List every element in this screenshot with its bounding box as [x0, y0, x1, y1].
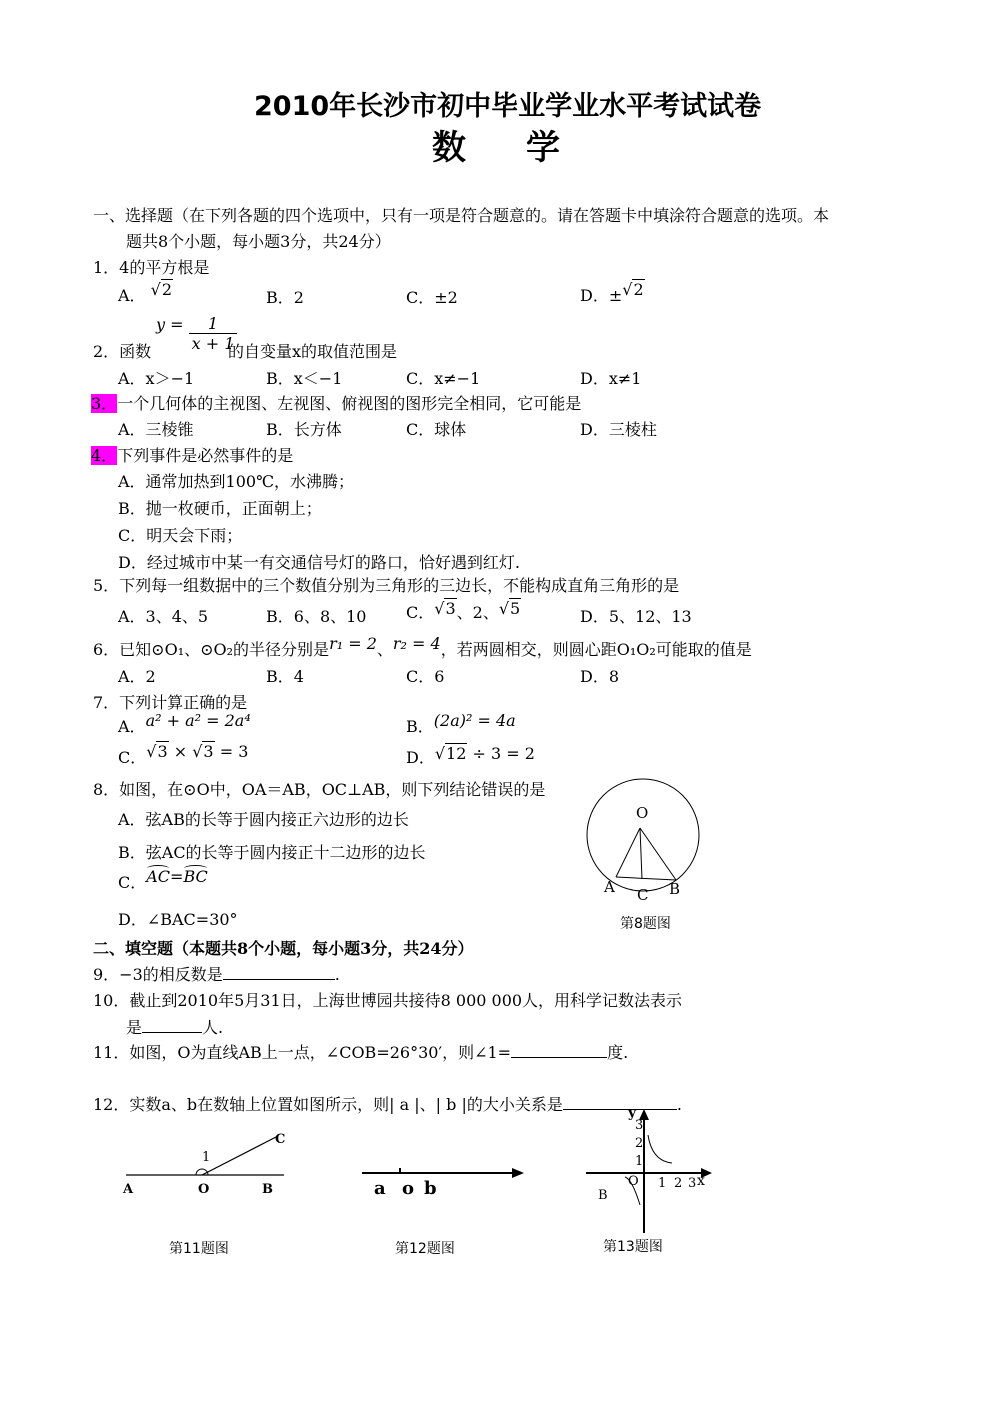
q7-b-expr: (2a)² = 4a	[433, 711, 516, 730]
fig13-label-b: B	[598, 1188, 608, 1203]
q5-stem: 5．下列每一组数据中的三个数值分别为三角形的三边长，不能构成直角三角形的是	[93, 576, 680, 595]
fig13-tick-x1: 1	[658, 1176, 667, 1191]
q4-number-highlight: 4．	[91, 446, 118, 465]
q10-post: 人.	[202, 1018, 224, 1037]
fig13-tick-y1: 1	[635, 1154, 644, 1169]
q9-stem	[93, 962, 340, 985]
fig11-label-a: A	[123, 1182, 134, 1197]
q1-a-radicand: 2	[161, 280, 173, 299]
q7-d-label: D．	[406, 748, 435, 767]
q1-option-b: B．2	[266, 288, 304, 307]
q6-r2: r₂ = 4	[392, 634, 441, 653]
q8-c-arc-1: AC	[146, 867, 171, 886]
q1-option-d: D．±√2	[580, 280, 644, 305]
q3-option-d: D．三棱柱	[580, 420, 657, 439]
q8-c-arc-2: BC	[183, 867, 208, 886]
q10-line2	[126, 1015, 223, 1038]
q6-stem-pre: 6．已知⊙O₁、⊙O₂的半径分别是	[93, 640, 330, 659]
fig8-line-oc	[640, 828, 642, 879]
q8-c-eq: =	[170, 867, 184, 886]
q5-c-radicand-1: 3	[445, 599, 456, 618]
q6-r1: r₁ = 2	[329, 634, 377, 653]
q1-d-label: D．±	[580, 286, 623, 305]
q7-option-d: D．√12 ÷ 3 = 2	[406, 744, 535, 767]
q6-option-b: B．4	[266, 667, 304, 686]
fig11-angle-arc	[196, 1169, 208, 1175]
fig11-label-b: B	[262, 1182, 273, 1197]
q7-c-tail: = 3	[219, 742, 249, 761]
fig8-circle	[587, 779, 699, 891]
q10-pre: 是	[126, 1018, 143, 1037]
q10-line1: 10．截止到2010年5月31日，上海世博园共接待8 000 000人，用科学记数法表示	[93, 991, 683, 1010]
fig8-caption: 第8题图	[620, 916, 671, 932]
fig13-tick-y3: 3	[635, 1118, 644, 1133]
q10-answer-blank[interactable]	[142, 1018, 202, 1033]
q11-stem	[93, 1040, 628, 1063]
q2-stem-post: 的自变量x的取值范围是	[228, 342, 398, 361]
q4-option-a: A．通常加热到100℃，水沸腾；	[118, 472, 354, 491]
q7-c-radicand-2: 3	[203, 742, 214, 761]
fig8-label-c: C	[637, 886, 649, 904]
q4-stem	[91, 443, 293, 466]
section2-heading: 二、填空题（本题共8个小题，每小题3分，共24分）	[93, 939, 474, 958]
q7-d-tail: ÷ 3 = 2	[472, 744, 535, 763]
q7-c-label: C．	[118, 748, 147, 767]
q5-c-mid: 、2、	[456, 603, 499, 622]
figure-11	[118, 1125, 298, 1205]
fig12-label-b: b	[424, 1178, 437, 1199]
q7-b-label: B．	[406, 717, 434, 736]
q3-number-highlight: 3．	[91, 394, 118, 413]
q8-stem: 8．如图，在⊙O中，OA＝AB，OC⊥AB，则下列结论错误的是	[93, 780, 546, 799]
q7-option-c: C．√3 × √3 = 3	[118, 742, 249, 767]
page-title: 2010年长沙市初中毕业学业水平考试试卷	[254, 91, 762, 122]
q5-c-label: C．	[406, 603, 435, 622]
fig13-label-o: O	[628, 1174, 639, 1189]
q7-option-b	[406, 711, 516, 737]
q11-answer-blank[interactable]	[511, 1043, 607, 1058]
fig11-caption: 第11题图	[169, 1241, 229, 1257]
q9-stem-text: 9．−3的相反数是	[93, 965, 223, 984]
q4-option-c: C．明天会下雨；	[118, 526, 243, 545]
q3-stem	[91, 391, 581, 414]
q7-c-mid: ×	[173, 742, 188, 761]
q5-option-b: B．6、8、10	[266, 607, 367, 626]
fig11-label-c: C	[275, 1132, 286, 1147]
q4-stem-text: 下列事件是必然事件的是	[117, 446, 294, 465]
fig13-curve-q1	[648, 1135, 672, 1163]
q7-a-expr: a² + a² = 2a⁴	[145, 711, 251, 730]
q2-stem-pre: 2．函数	[93, 342, 152, 361]
q7-d-radicand: 12	[446, 744, 467, 763]
q2-option-b: B．x＜−1	[266, 369, 343, 388]
q4-option-b: B．抛一枚硬币，正面朝上；	[118, 499, 322, 518]
q6-option-a: A．2	[118, 667, 156, 686]
fig13-tick-x3: 3	[688, 1176, 697, 1191]
fig8-label-b: B	[669, 880, 681, 898]
q8-option-b: B．弦AC的长等于圆内接正十二边形的边长	[118, 843, 426, 862]
fig11-label-1: 1	[202, 1150, 211, 1165]
q11-stem-pre: 11．如图，O为直线AB上一点，∠COB=26°30′，则∠1=	[93, 1043, 512, 1062]
fig8-label-o: O	[636, 804, 649, 822]
q1-stem: 1．4的平方根是	[93, 258, 210, 277]
fig8-line-oa	[616, 828, 640, 877]
q12-end: .	[676, 1095, 682, 1114]
q6-option-c: C．6	[406, 667, 445, 686]
q3-option-a: A．三棱锥	[118, 420, 194, 439]
fig13-tick-x2: 2	[674, 1176, 683, 1191]
figure-12	[358, 1160, 528, 1205]
section1-heading-cont: 题共8个小题，每小题3分，共24分）	[126, 232, 391, 251]
q8-option-d: D．∠BAC=30°	[118, 910, 238, 929]
q1-a-label: A．	[118, 286, 146, 305]
q5-option-d: D．5、12、13	[580, 607, 692, 626]
q2-formula	[156, 306, 237, 353]
q7-stem: 7．下列计算正确的是	[93, 693, 248, 712]
q12-stem-pre: 12．实数a、b在数轴上位置如图所示，则| a |、| b |的大小关系是	[93, 1095, 563, 1114]
fig12-caption: 第12题图	[395, 1241, 455, 1257]
fig13-label-x: x	[697, 1173, 705, 1189]
q11-stem-post: 度.	[607, 1043, 629, 1062]
q4-option-d: D．经过城市中某一有交通信号灯的路口，恰好遇到红灯.	[118, 553, 520, 572]
fig11-ray-oc	[202, 1137, 276, 1175]
fig12-label-o: o	[402, 1178, 415, 1199]
figure-13	[580, 1105, 720, 1240]
q7-option-a	[118, 711, 251, 737]
q1-option-a: A． √2	[118, 280, 173, 305]
fig13-tick-y2: 2	[635, 1136, 644, 1151]
fig8-line-ob	[640, 828, 676, 880]
q8-c-label: C．	[118, 873, 147, 892]
fig13-caption: 第13题图	[603, 1239, 663, 1255]
q6-sep: 、	[376, 640, 393, 659]
fig13-label-y: y	[628, 1105, 637, 1121]
q5-option-c: C．√3、2、√5	[406, 599, 521, 622]
q2-frac-num: 1	[189, 314, 238, 334]
figure-8	[580, 770, 710, 915]
q3-option-b: B．长方体	[266, 420, 342, 439]
q9-answer-blank[interactable]	[223, 965, 335, 980]
q2-y-eq: y =	[156, 315, 184, 334]
q8-option-c	[118, 867, 208, 893]
fig11-label-o: O	[198, 1182, 210, 1197]
q2-option-a: A．x＞−1	[118, 369, 195, 388]
q7-a-label: A．	[118, 717, 146, 736]
q8-option-a: A．弦AB的长等于圆内接正六边形的边长	[118, 810, 409, 829]
page-subtitle: 数学	[432, 128, 620, 168]
q3-stem-text: 一个几何体的主视图、左视图、俯视图的图形完全相同，它可能是	[117, 394, 582, 413]
fig12-label-a: a	[374, 1178, 386, 1199]
section1-heading: 一、选择题（在下列各题的四个选项中，只有一项是符合题意的。请在答题卡中填涂符合题意的选项。本	[93, 206, 830, 225]
q5-option-a: A．3、4、5	[118, 607, 209, 626]
q3-option-c: C．球体	[406, 420, 467, 439]
q5-c-radicand-2: 5	[510, 599, 521, 618]
q9-end: .	[334, 965, 340, 984]
q7-c-radicand-1: 3	[157, 742, 168, 761]
q1-d-radicand: 2	[633, 280, 644, 299]
q6-stem	[93, 634, 752, 660]
q6-stem-post: ，若两圆相交，则圆心距O₁O₂可能取的值是	[440, 640, 752, 659]
q6-option-d: D．8	[580, 667, 620, 686]
fig12-arrow	[512, 1168, 524, 1178]
fig8-label-a: A	[604, 878, 615, 896]
q2-option-c: C．x≠−1	[406, 369, 481, 388]
q2-option-d: D．x≠1	[580, 369, 642, 388]
q1-option-c: C．±2	[406, 288, 458, 307]
fig8-line-ab	[616, 877, 676, 880]
q2-frac-den: x + 1	[191, 334, 235, 353]
